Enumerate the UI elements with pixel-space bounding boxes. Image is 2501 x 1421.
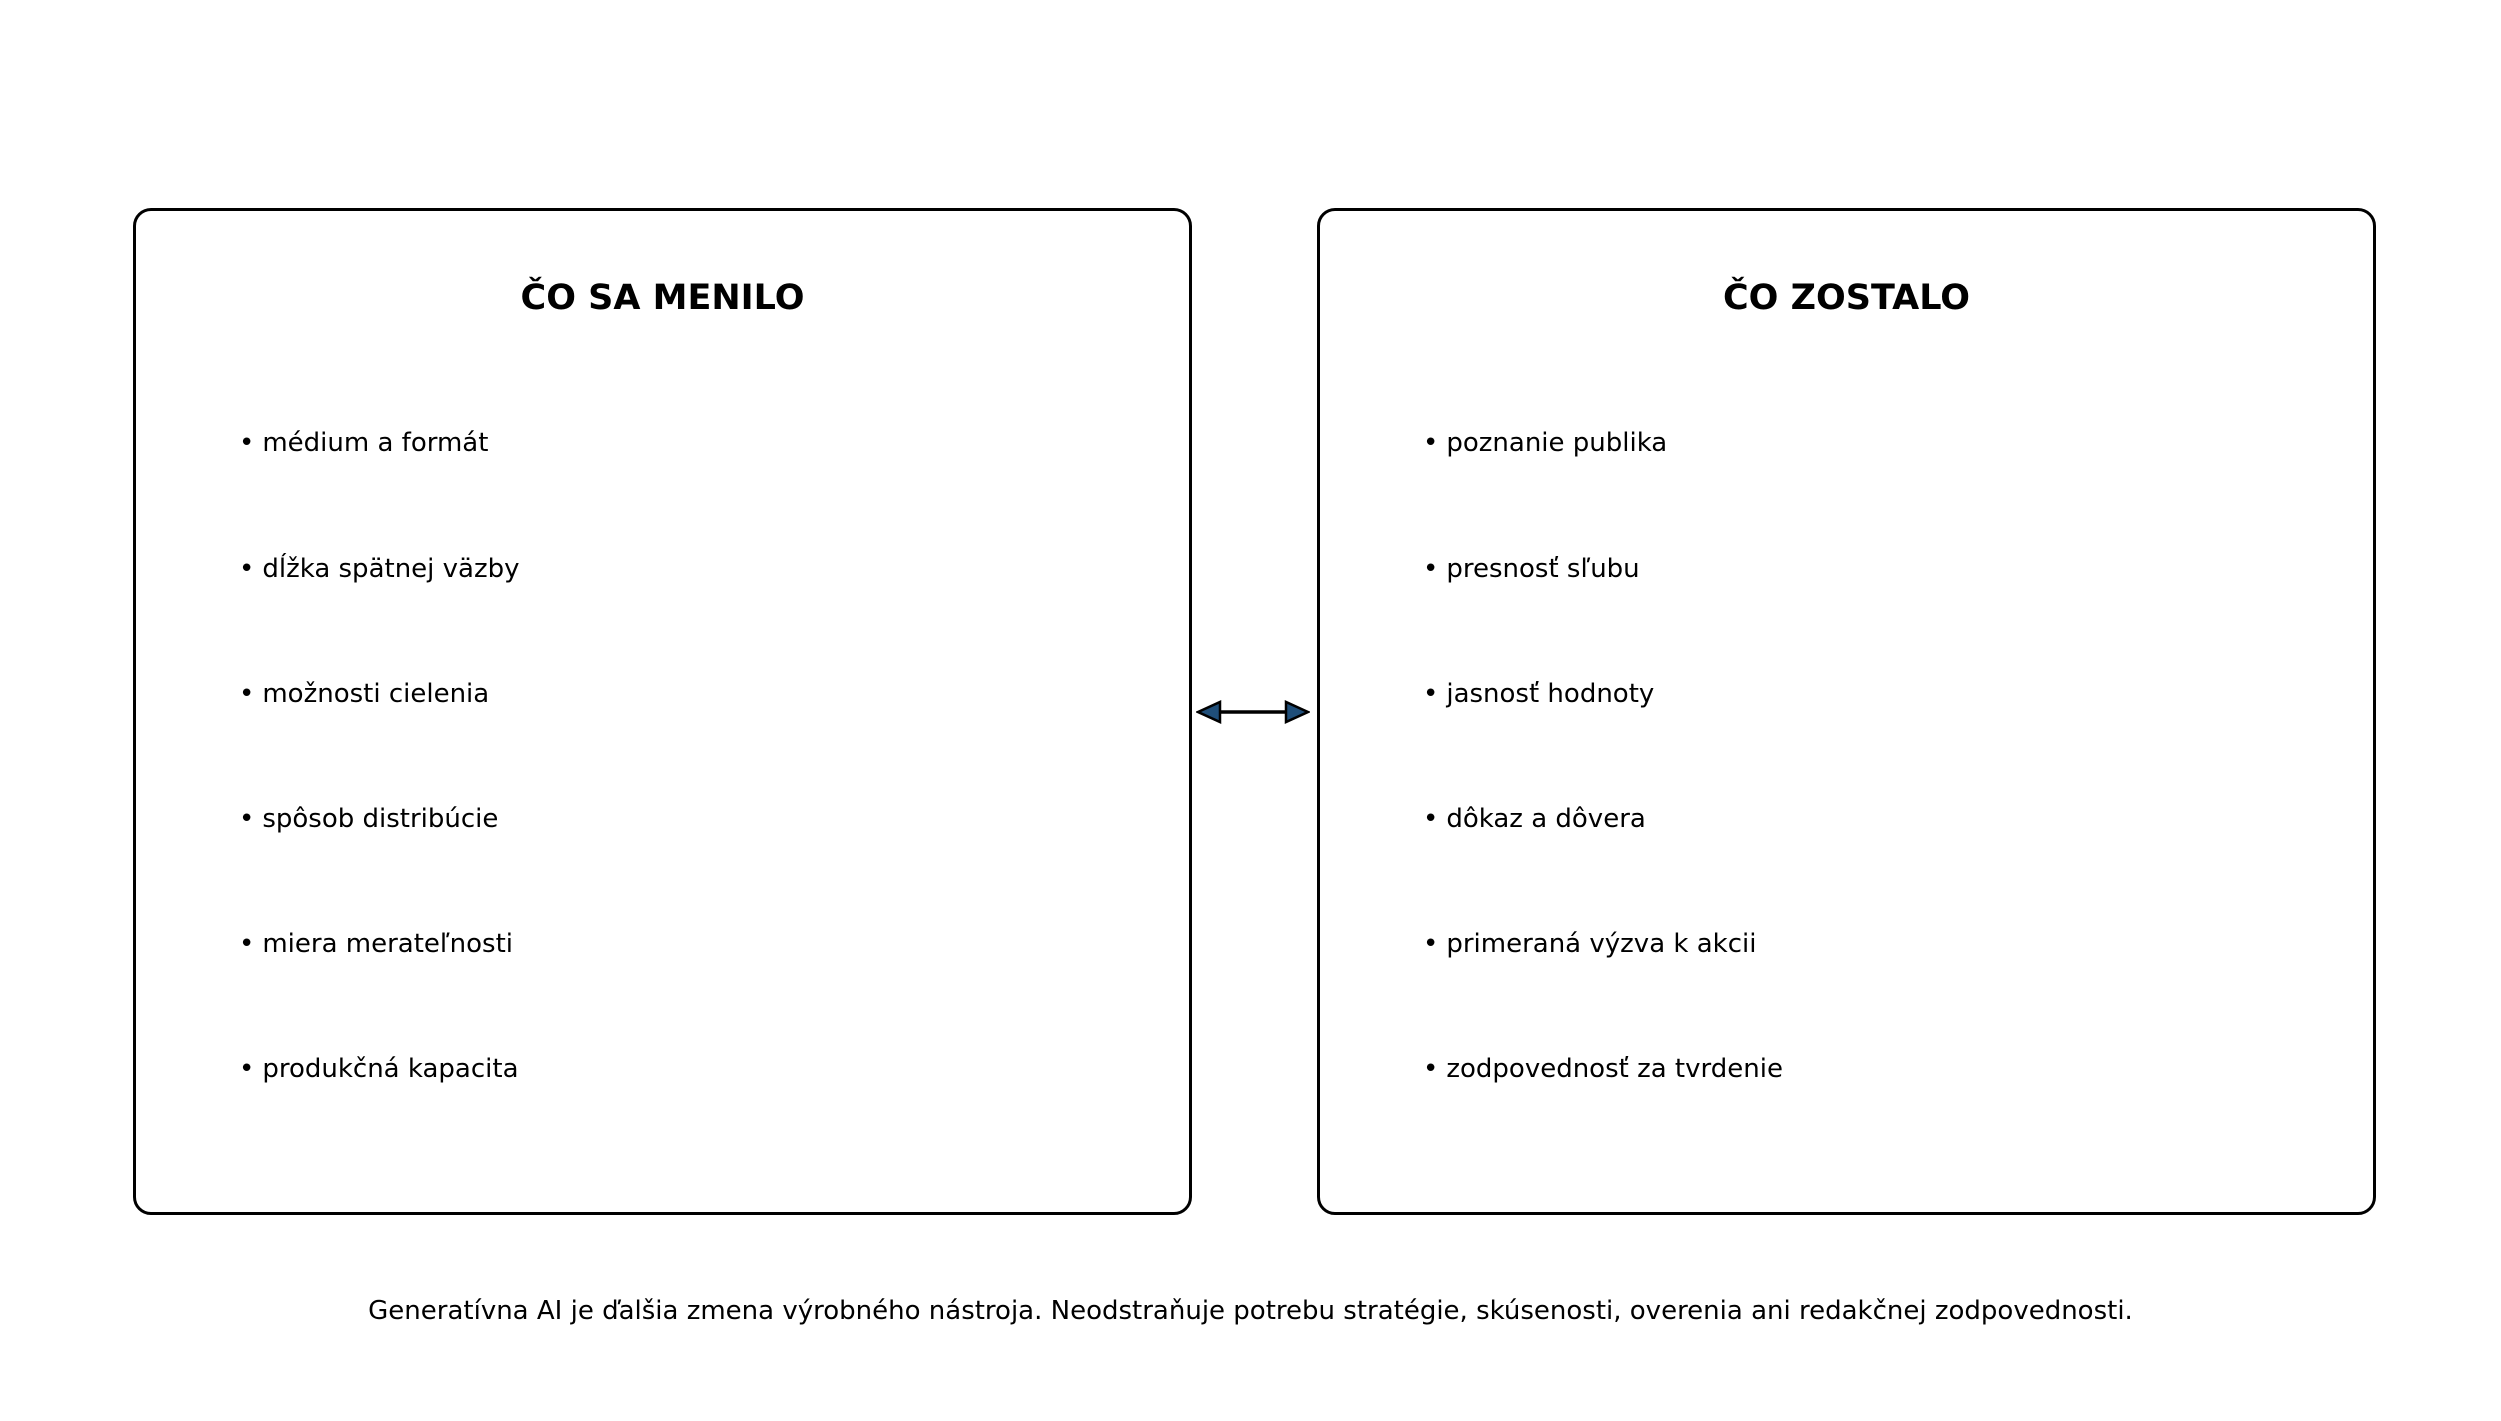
arrowhead-left-icon [1198,702,1220,722]
changed-item-label: možnosti cielenia [262,679,490,709]
bullet-icon: • [1423,804,1439,834]
remained-item-label: zodpovednosť za tvrdenie [1446,1054,1783,1084]
bullet-icon: • [239,554,255,584]
changed-list-item [239,681,489,707]
bullet-icon: • [1423,428,1439,458]
bullet-icon: • [1423,554,1439,584]
remained-list-item [1423,806,1646,832]
arrowhead-right-icon [1286,702,1308,722]
changed-item-label: miera merateľnosti [262,929,514,959]
remained-item-label: jasnosť hodnoty [1446,679,1655,709]
bullet-icon: • [239,1054,255,1084]
changed-list-item [239,1056,519,1082]
remained-item-label: poznanie publika [1446,428,1668,458]
remained-list-item [1423,681,1654,707]
changed-list-item [239,430,488,456]
bullet-icon: • [239,679,255,709]
bullet-icon: • [239,804,255,834]
changed-item-label: spôsob distribúcie [262,804,499,834]
remained-panel [1317,208,2376,1215]
changed-item-label: dĺžka spätnej väzby [262,554,520,584]
bullet-icon: • [239,428,255,458]
remained-item-label: dôkaz a dôvera [1446,804,1646,834]
double-arrow-icon [1196,696,1310,732]
changed-list-item [239,806,498,832]
changed-item-label: produkčná kapacita [262,1054,519,1084]
remained-list-item [1423,556,1640,582]
changed-item-label: médium a formát [262,428,489,458]
bullet-icon: • [1423,1054,1439,1084]
footer-note: Generatívna AI je ďalšia zmena výrobného nástroja. Neodstraňuje potrebu stratégie, skúsenosti, overenia ani redakčnej zodpovednosti. [368,1296,2133,1326]
bullet-icon: • [239,929,255,959]
bullet-icon: • [1423,679,1439,709]
remained-list-item [1423,1056,1783,1082]
changed-panel-title: ČO SA MENILO [520,278,805,318]
changed-panel [133,208,1192,1215]
remained-item-label: primeraná výzva k akcii [1446,929,1757,959]
remained-panel-title: ČO ZOSTALO [1722,278,1971,318]
remained-list-item [1423,430,1667,456]
bullet-icon: • [1423,929,1439,959]
changed-list-item [239,556,520,582]
changed-list-item [239,931,513,957]
remained-list-item [1423,931,1756,957]
remained-item-label: presnosť sľubu [1446,554,1640,584]
